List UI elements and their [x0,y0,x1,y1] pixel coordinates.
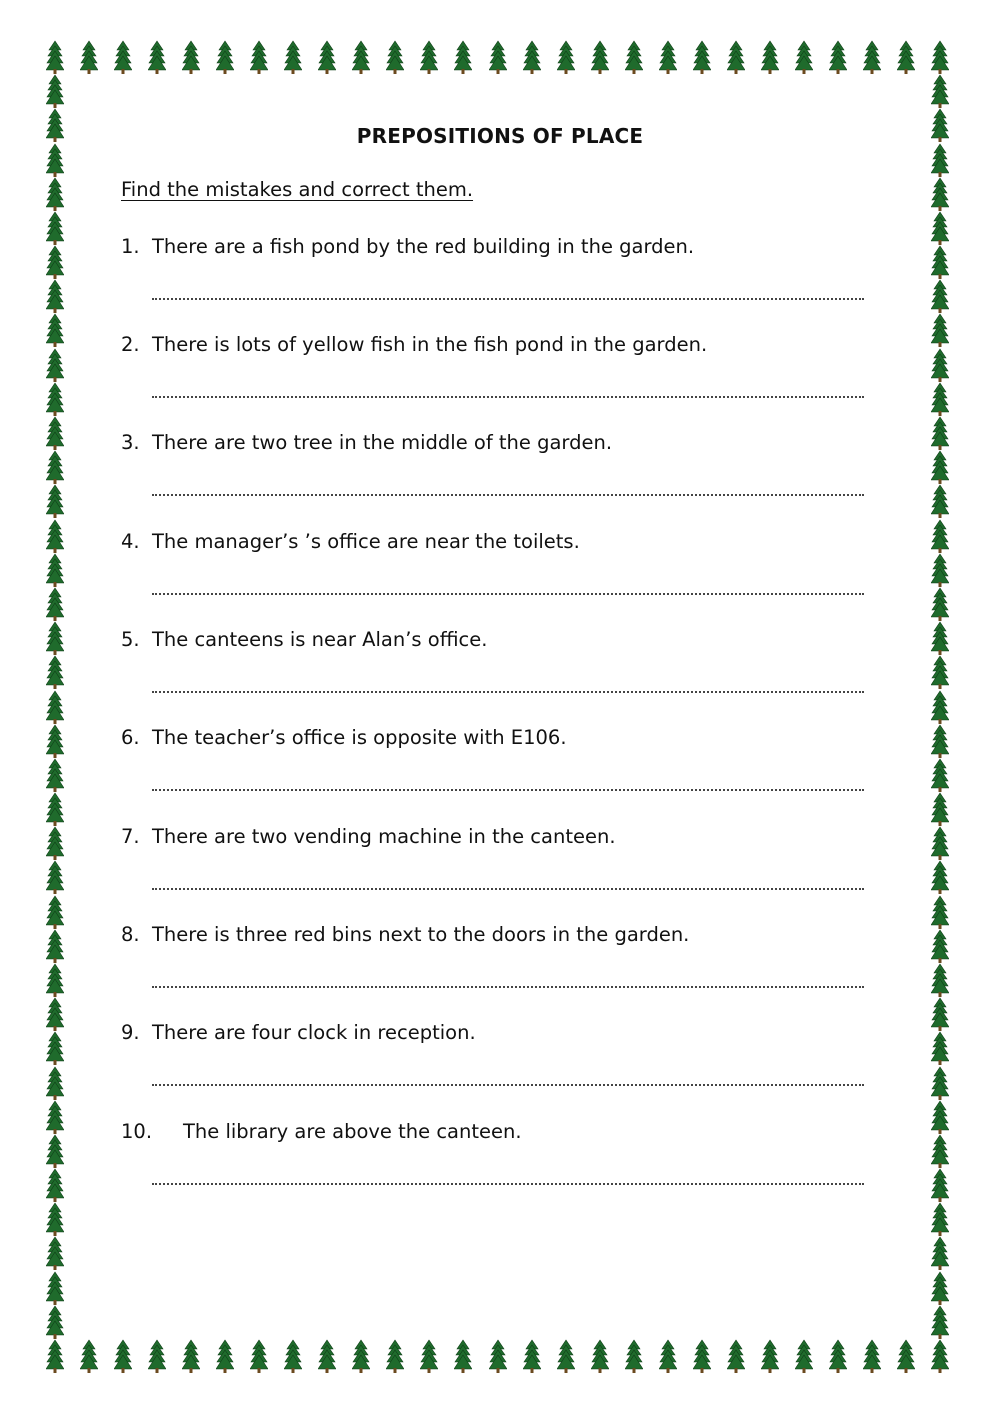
pine-tree-icon [625,40,643,74]
pine-tree-icon [318,1339,336,1373]
answer-line-1[interactable] [152,298,864,300]
answer-line-7[interactable] [152,888,864,890]
pine-tree-icon [931,74,949,108]
pine-tree-icon [931,313,949,347]
pine-tree-icon [931,519,949,553]
pine-tree-icon [80,40,98,74]
question-number: 2. [121,333,140,356]
pine-tree-icon [250,40,268,74]
answer-line-9[interactable] [152,1084,864,1086]
pine-tree-icon [489,1339,507,1373]
pine-tree-icon [46,826,64,860]
pine-tree-icon [931,826,949,860]
pine-tree-icon [795,40,813,74]
pine-tree-icon [46,690,64,724]
question-6 [121,726,881,749]
answer-line-4[interactable] [152,593,864,595]
pine-tree-icon [46,348,64,382]
pine-tree-icon [46,587,64,621]
pine-tree-icon [46,1271,64,1305]
pine-tree-icon [46,1236,64,1270]
pine-tree-icon [931,621,949,655]
pine-tree-icon [46,1202,64,1236]
answer-line-6[interactable] [152,789,864,791]
pine-tree-icon [454,40,472,74]
pine-tree-icon [931,1100,949,1134]
pine-tree-icon [931,929,949,963]
pine-tree-icon [216,1339,234,1373]
question-text: There are two vending machine in the canteen. [152,825,616,848]
pine-tree-icon [46,792,64,826]
page-title: PREPOSITIONS OF PLACE [356,124,644,148]
answer-line-10[interactable] [152,1183,864,1185]
pine-tree-icon [897,40,915,74]
pine-tree-icon [931,1168,949,1202]
pine-tree-icon [931,484,949,518]
pine-tree-icon [489,40,507,74]
pine-tree-icon [659,40,677,74]
pine-tree-icon [557,1339,575,1373]
pine-tree-icon [46,997,64,1031]
pine-tree-icon [250,1339,268,1373]
question-number: 4. [121,530,140,553]
pine-tree-icon [931,279,949,313]
pine-tree-icon [386,1339,404,1373]
pine-tree-icon [386,40,404,74]
pine-tree-icon [182,1339,200,1373]
pine-tree-icon [46,1100,64,1134]
pine-tree-icon [931,553,949,587]
pine-tree-icon [931,655,949,689]
question-2 [121,333,881,356]
pine-tree-icon [46,1031,64,1065]
pine-tree-icon [659,1339,677,1373]
pine-tree-icon [931,348,949,382]
pine-tree-icon [46,895,64,929]
pine-tree-icon [46,177,64,211]
pine-tree-icon [46,519,64,553]
answer-line-3[interactable] [152,494,864,496]
pine-tree-icon [46,1339,64,1373]
pine-tree-icon [931,211,949,245]
pine-tree-icon [46,245,64,279]
pine-tree-icon [80,1339,98,1373]
pine-tree-icon [727,40,745,74]
pine-tree-icon [727,1339,745,1373]
pine-tree-icon [931,450,949,484]
pine-tree-icon [931,587,949,621]
question-number: 6. [121,726,140,749]
question-text: The manager’s ’s office are near the toilets. [152,530,580,553]
pine-tree-icon [46,382,64,416]
pine-tree-icon [931,895,949,929]
pine-tree-icon [931,997,949,1031]
pine-tree-icon [46,1134,64,1168]
question-number: 1. [121,235,140,258]
pine-tree-icon [591,40,609,74]
pine-tree-icon [352,40,370,74]
pine-tree-icon [931,758,949,792]
pine-tree-icon [46,553,64,587]
pine-tree-icon [284,40,302,74]
pine-tree-icon [829,40,847,74]
pine-tree-icon [46,860,64,894]
pine-tree-icon [318,40,336,74]
pine-tree-icon [46,40,64,74]
pine-tree-icon [148,40,166,74]
question-number: 3. [121,431,140,454]
pine-tree-icon [46,1168,64,1202]
answer-line-2[interactable] [152,396,864,398]
pine-tree-icon [557,40,575,74]
pine-tree-icon [46,211,64,245]
pine-tree-icon [46,450,64,484]
pine-tree-icon [148,1339,166,1373]
pine-tree-icon [46,416,64,450]
pine-tree-icon [46,929,64,963]
pine-tree-icon [931,860,949,894]
pine-tree-icon [284,1339,302,1373]
pine-tree-icon [931,1031,949,1065]
pine-tree-icon [829,1339,847,1373]
question-number: 8. [121,923,140,946]
question-number: 5. [121,628,140,651]
question-text: There are a fish pond by the red building in the garden. [152,235,695,258]
question-10 [121,1120,881,1143]
question-text: There is lots of yellow fish in the fish pond in the garden. [152,333,708,356]
pine-tree-icon [897,1339,915,1373]
question-text: The teacher’s office is opposite with E106. [152,726,567,749]
pine-tree-icon [931,1202,949,1236]
pine-tree-icon [931,1271,949,1305]
pine-tree-icon [931,177,949,211]
pine-tree-icon [454,1339,472,1373]
pine-tree-icon [216,40,234,74]
question-number: 10. [121,1120,153,1143]
question-5 [121,628,881,651]
question-text: The canteens is near Alan’s office. [152,628,488,651]
question-text: There are four clock in reception. [152,1021,476,1044]
pine-tree-icon [863,1339,881,1373]
pine-tree-icon [931,792,949,826]
pine-tree-icon [931,416,949,450]
question-1 [121,235,881,258]
pine-tree-icon [761,40,779,74]
pine-tree-icon [420,40,438,74]
pine-tree-icon [46,1066,64,1100]
pine-tree-icon [931,690,949,724]
pine-tree-icon [625,1339,643,1373]
pine-tree-icon [46,484,64,518]
pine-tree-icon [46,313,64,347]
pine-tree-icon [931,724,949,758]
question-text: There are two tree in the middle of the garden. [152,431,613,454]
answer-line-8[interactable] [152,986,864,988]
pine-tree-icon [591,1339,609,1373]
question-4 [121,530,881,553]
pine-tree-icon [46,758,64,792]
question-text: There is three red bins next to the doors in the garden. [152,923,690,946]
question-3 [121,431,881,454]
pine-tree-icon [931,382,949,416]
pine-tree-icon [931,1339,949,1373]
pine-tree-icon [931,1066,949,1100]
pine-tree-icon [114,40,132,74]
instruction-text: Find the mistakes and correct them. [121,178,474,201]
pine-tree-icon [182,40,200,74]
pine-tree-icon [795,1339,813,1373]
pine-tree-icon [352,1339,370,1373]
pine-tree-icon [523,1339,541,1373]
pine-tree-icon [931,1305,949,1339]
question-number: 7. [121,825,140,848]
question-9 [121,1021,881,1044]
question-text: The library are above the canteen. [183,1120,522,1143]
question-8 [121,923,881,946]
pine-tree-icon [931,1236,949,1270]
question-7 [121,825,881,848]
answer-line-5[interactable] [152,691,864,693]
pine-tree-icon [931,40,949,74]
pine-tree-icon [46,724,64,758]
pine-tree-icon [46,963,64,997]
pine-tree-icon [46,1305,64,1339]
pine-tree-icon [523,40,541,74]
pine-tree-icon [46,621,64,655]
pine-tree-icon [420,1339,438,1373]
pine-tree-icon [693,40,711,74]
pine-tree-icon [46,655,64,689]
pine-tree-icon [931,963,949,997]
pine-tree-icon [693,1339,711,1373]
pine-tree-icon [46,74,64,108]
pine-tree-icon [761,1339,779,1373]
pine-tree-icon [863,40,881,74]
question-number: 9. [121,1021,140,1044]
pine-tree-icon [931,245,949,279]
pine-tree-icon [931,1134,949,1168]
pine-tree-icon [46,279,64,313]
pine-tree-icon [114,1339,132,1373]
